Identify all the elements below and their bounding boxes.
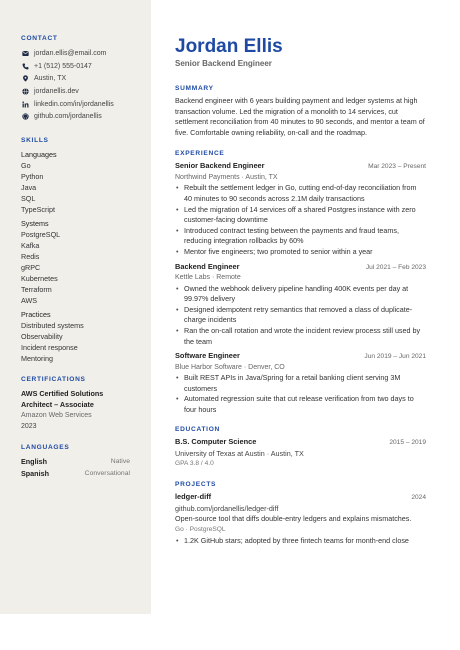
project-tech: Go · PostgreSQL bbox=[175, 526, 226, 534]
education-entry bbox=[175, 437, 426, 469]
job-title: Software Engineer bbox=[175, 351, 240, 361]
language-name: English bbox=[21, 457, 47, 467]
language-row bbox=[21, 456, 130, 468]
skill-item: Incident response bbox=[21, 343, 78, 353]
skill-item: AWS bbox=[21, 296, 38, 306]
project-name: ledger-diff bbox=[175, 492, 212, 502]
project-bullets bbox=[175, 536, 426, 547]
project-bullet: • 1.2K GitHub stars; adopted by three fintech teams for month-end close bbox=[175, 536, 426, 547]
cert-year: 2023 bbox=[21, 423, 37, 431]
job-bullet: • Rebuilt the settlement ledger in Go, cutting end-of-day reconciliation from 40 minutes to 90 seconds across 2.1M daily transactions bbox=[175, 183, 426, 204]
job-bullet: • Led the migration of 14 services off a shared Postgres instance with zero customer-facing downtime bbox=[175, 205, 426, 226]
skill-group-systems bbox=[21, 218, 141, 306]
skills-section-title: SKILLS bbox=[21, 137, 49, 145]
project-description: Open-source tool that diffs double-entry ledgers and explains mismatches. bbox=[175, 514, 412, 524]
job-bullets bbox=[175, 284, 426, 348]
contact-email-text: jordan.ellis@email.com bbox=[34, 49, 107, 57]
contact-phone-text: +1 (512) 555-0147 bbox=[34, 62, 92, 70]
education-school: University of Texas at Austin · Austin, TX bbox=[175, 448, 304, 458]
job-bullet: • Automated regression suite that cut release verification from two days to four hours bbox=[175, 394, 426, 415]
summary-text: Backend engineer with 6 years building payment and ledger systems at high transaction volume. Led the migration of a monolith to 14 services, cut settlement reconciliation from 40 minutes to 90 seconds, and mentor a team of five. Comfortable owning reliability, on-call and the roadmap. bbox=[175, 96, 425, 137]
education-section-title: EDUCATION bbox=[175, 426, 221, 434]
job-title: Backend Engineer bbox=[175, 261, 240, 271]
projects-section-title: PROJECTS bbox=[175, 481, 217, 489]
job-dates: Jun 2019 – Jun 2021 bbox=[364, 353, 426, 361]
certification-entry bbox=[21, 388, 141, 432]
contact-website-text: jordanellis.dev bbox=[34, 87, 79, 95]
cert-name-line1: AWS Certified Solutions bbox=[21, 389, 104, 399]
skill-item: Redis bbox=[21, 252, 40, 262]
skill-group-languages bbox=[21, 149, 141, 215]
summary-section-title: SUMMARY bbox=[175, 85, 214, 92]
job-company: Kettle Labs · Remote bbox=[175, 274, 241, 282]
languages-section-title: LANGUAGES bbox=[21, 444, 70, 452]
job-entry bbox=[175, 351, 426, 415]
location-pin-icon bbox=[21, 74, 30, 83]
job-company: Blue Harbor Software · Denver, CO bbox=[175, 363, 285, 371]
skill-item: PostgreSQL bbox=[21, 230, 61, 240]
contact-linkedin-text: linkedin.com/in/jordanellis bbox=[34, 100, 114, 108]
job-bullet: • Owned the webhook delivery pipeline handling 400K events per day at 99.97% delivery bbox=[175, 284, 426, 305]
language-level: Conversational bbox=[84, 470, 130, 478]
skill-item: Kafka bbox=[21, 241, 40, 251]
job-bullet: • Designed idempotent retry semantics that removed a class of duplicate-charge incidents bbox=[175, 305, 426, 326]
contact-email[interactable] bbox=[21, 47, 141, 60]
education-degree: B.S. Computer Science bbox=[175, 437, 257, 447]
language-row bbox=[21, 468, 130, 480]
experience-section-title: EXPERIENCE bbox=[175, 150, 225, 158]
education-dates: 2015 – 2019 bbox=[389, 439, 426, 447]
skill-group-title: Systems bbox=[21, 219, 49, 229]
skill-group-title: Languages bbox=[21, 150, 57, 160]
job-entry bbox=[175, 262, 426, 348]
globe-icon bbox=[21, 87, 30, 96]
sidebar bbox=[0, 0, 151, 614]
skill-item: Observability bbox=[21, 332, 63, 342]
job-bullet: • Introduced contract testing between the payments and fraud teams, reducing integration rollbacks by 60% bbox=[175, 226, 426, 247]
skill-item: Go bbox=[21, 161, 31, 171]
contact-website[interactable] bbox=[21, 85, 141, 98]
skill-item: TypeScript bbox=[21, 205, 55, 215]
job-bullets bbox=[175, 373, 426, 415]
contact-linkedin[interactable] bbox=[21, 98, 141, 111]
linkedin-icon bbox=[21, 100, 30, 109]
main-content bbox=[175, 36, 426, 546]
job-dates: Mar 2023 – Present bbox=[368, 163, 426, 171]
skill-group-title: Practices bbox=[21, 310, 51, 320]
cert-name-line2: Architect – Associate bbox=[21, 400, 94, 410]
github-icon bbox=[21, 112, 30, 121]
contact-github[interactable] bbox=[21, 110, 141, 123]
contact-list bbox=[21, 47, 141, 123]
job-company: Northwind Payments · Austin, TX bbox=[175, 173, 278, 181]
skill-item: Java bbox=[21, 183, 37, 193]
skill-item: Mentoring bbox=[21, 354, 53, 364]
contact-location bbox=[21, 72, 141, 85]
certifications-section-title: CERTIFICATIONS bbox=[21, 376, 86, 384]
candidate-name: Jordan Ellis bbox=[175, 36, 283, 57]
skill-item: SQL bbox=[21, 194, 36, 204]
job-bullet: • Ran the on-call rotation and wrote the incident review process still used by the team bbox=[175, 326, 426, 347]
envelope-icon bbox=[21, 49, 30, 58]
education-gpa: GPA 3.8 / 4.0 bbox=[175, 460, 214, 468]
job-bullets bbox=[175, 183, 426, 257]
job-bullet: • Mentor five engineers; two promoted to senior within a year bbox=[175, 247, 426, 258]
project-year: 2024 bbox=[411, 494, 426, 502]
cert-issuer: Amazon Web Services bbox=[21, 412, 92, 420]
skill-item: Python bbox=[21, 172, 44, 182]
job-title: Senior Backend Engineer bbox=[175, 161, 265, 171]
skill-item: Terraform bbox=[21, 285, 52, 295]
skill-item: Kubernetes bbox=[21, 274, 58, 284]
skill-group-practices bbox=[21, 309, 141, 364]
skill-item: Distributed systems bbox=[21, 321, 84, 331]
contact-location-text: Austin, TX bbox=[34, 75, 67, 83]
contact-section-title: CONTACT bbox=[21, 35, 58, 42]
candidate-role: Senior Backend Engineer bbox=[175, 59, 272, 68]
contact-phone[interactable] bbox=[21, 60, 141, 73]
job-entry bbox=[175, 161, 426, 257]
language-level: Native bbox=[110, 458, 130, 466]
job-bullet: • Built REST APIs in Java/Spring for a retail banking client serving 3M customers bbox=[175, 373, 426, 394]
language-name: Spanish bbox=[21, 469, 49, 479]
project-entry bbox=[175, 492, 426, 546]
project-url[interactable]: github.com/jordanellis/ledger-diff bbox=[175, 503, 279, 513]
skill-item: gRPC bbox=[21, 263, 41, 273]
phone-icon bbox=[21, 62, 30, 71]
contact-github-text: github.com/jordanellis bbox=[34, 113, 102, 121]
job-dates: Jul 2021 – Feb 2023 bbox=[365, 263, 426, 271]
